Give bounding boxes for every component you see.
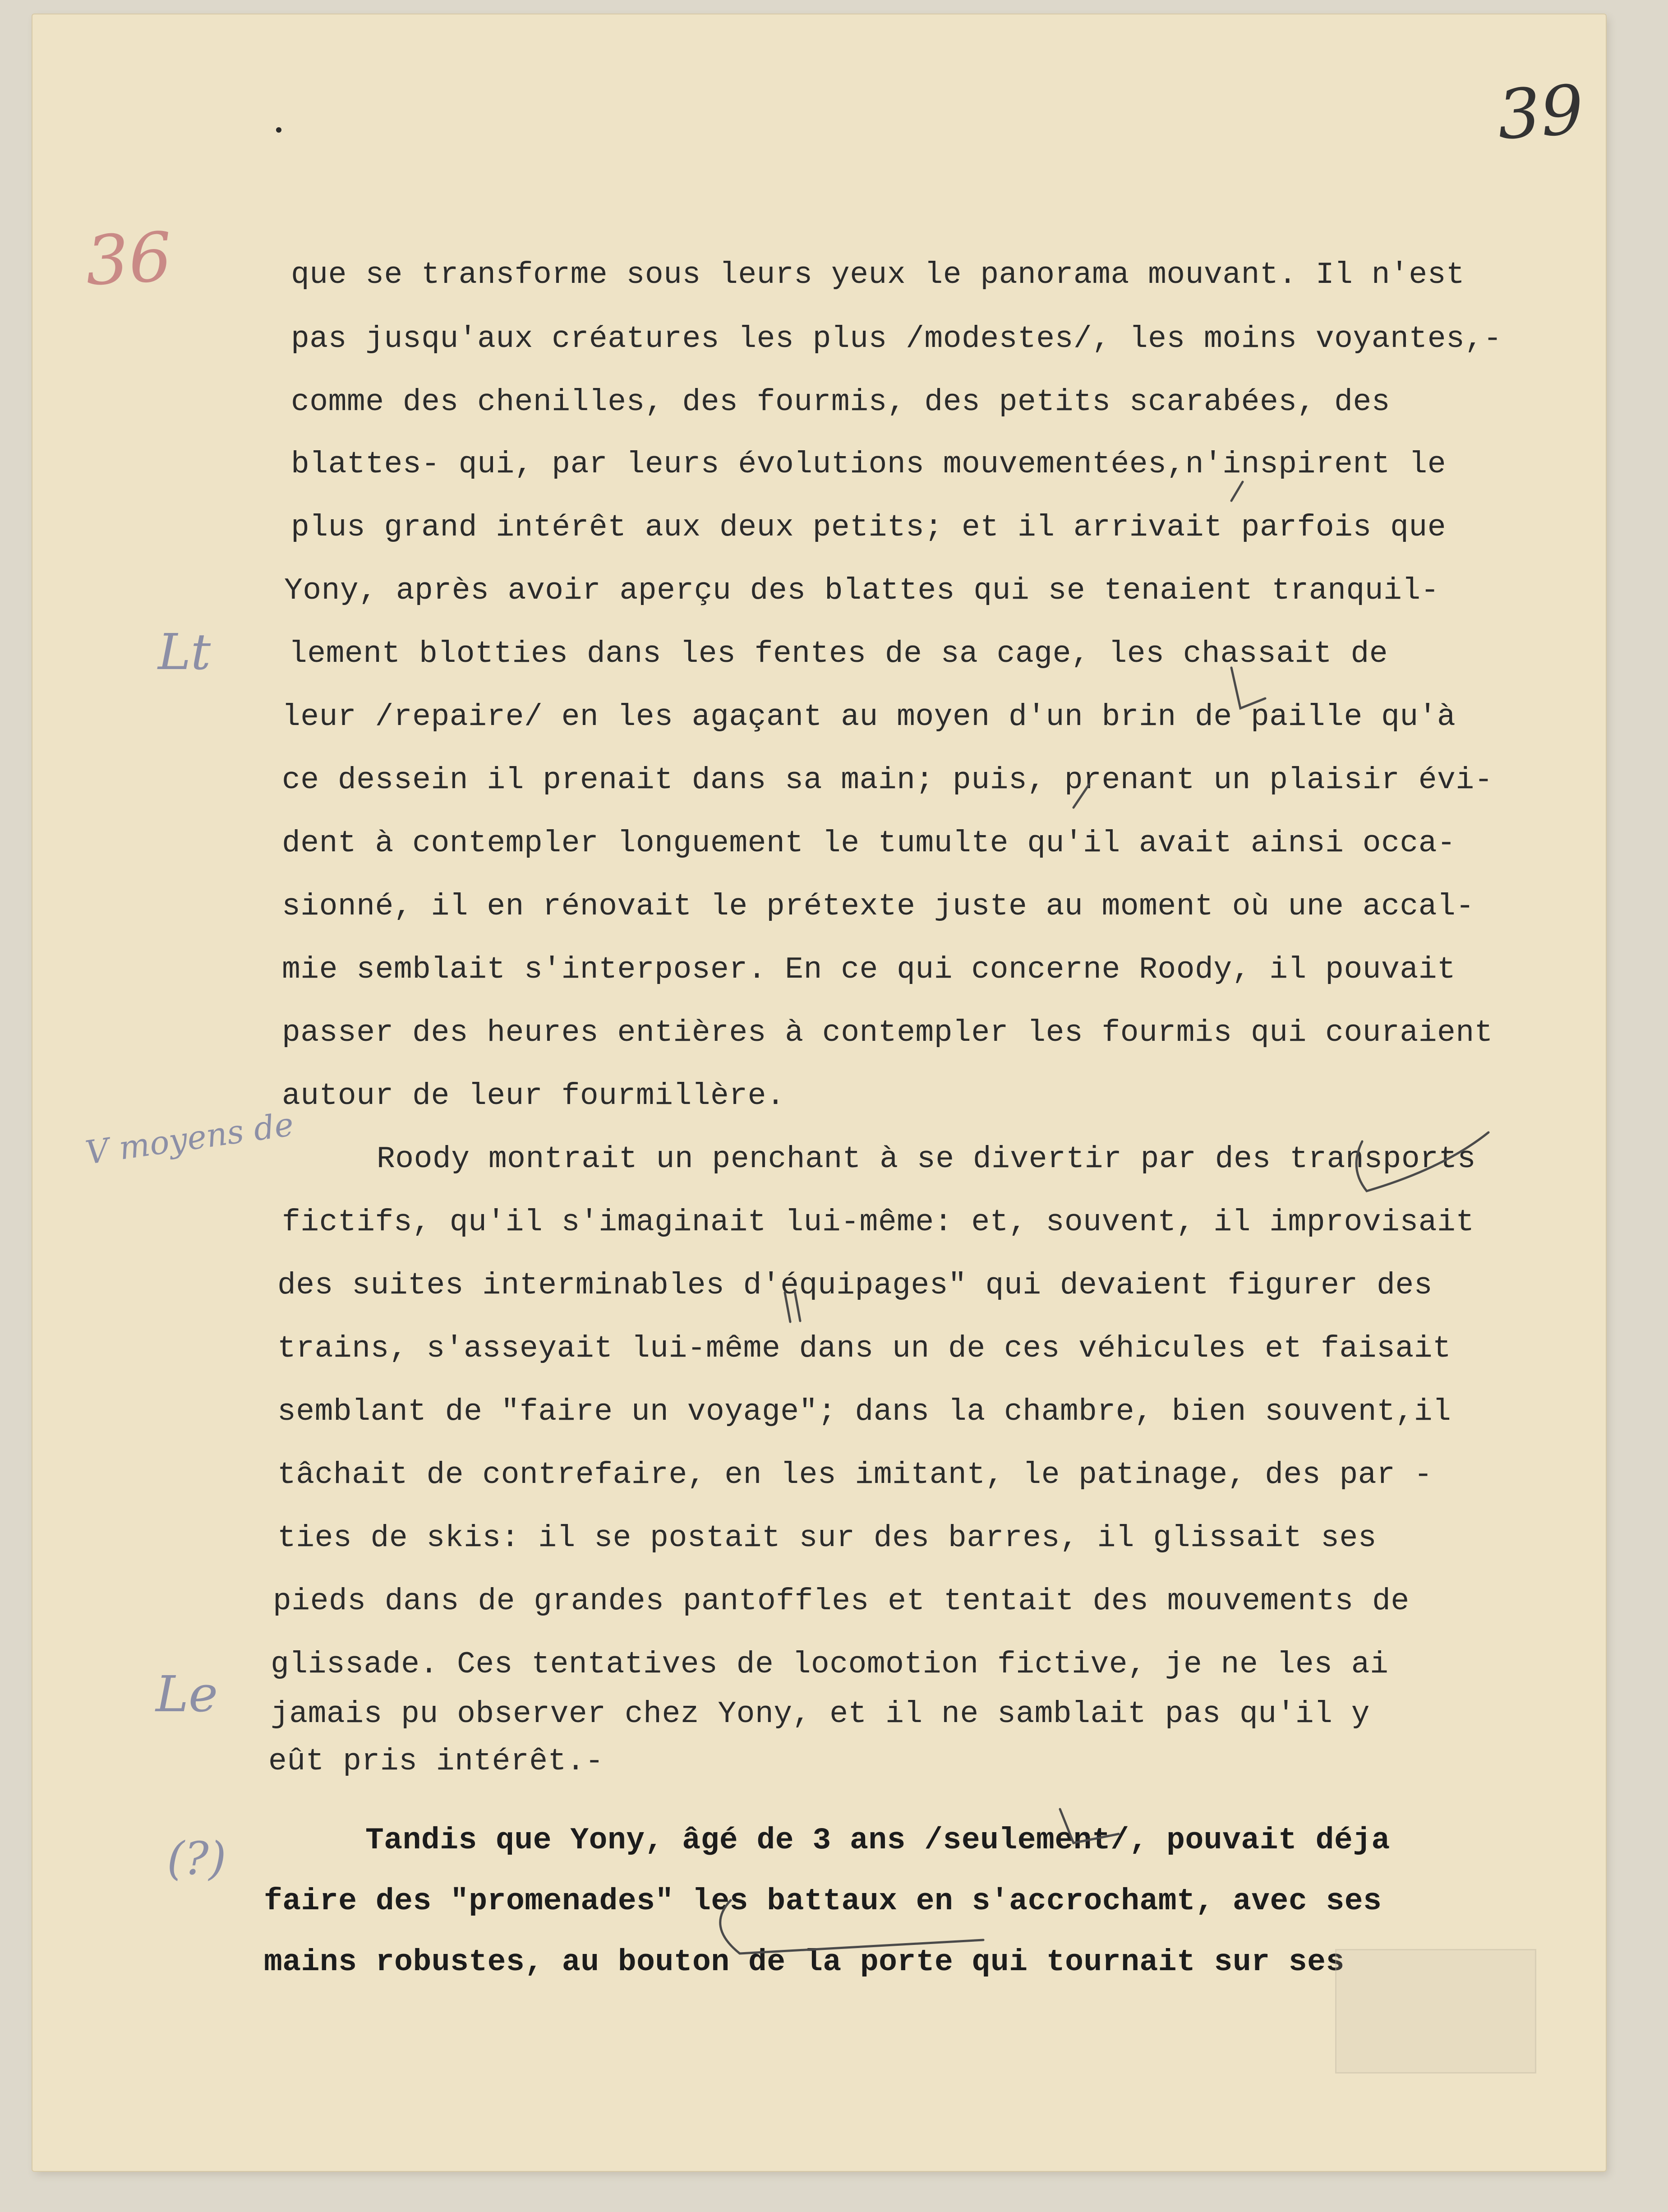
- comma-mark: [1074, 784, 1089, 808]
- text-line: pas jusqu'aux créatures les plus /modestes/, les moins voyantes,-: [291, 322, 1502, 356]
- archive-stamp: [1335, 1949, 1536, 2073]
- text-line: mie semblait s'interposer. En ce qui concerne Roody, il pouvait: [282, 952, 1456, 987]
- text-line: jamais pu observer chez Yony, et il ne samblait pas qu'il y: [271, 1697, 1370, 1732]
- text-line: ce dessein il prenait dans sa main; puis, prenant un plaisir évi-: [282, 763, 1493, 798]
- margin-note-lt: Lt: [158, 623, 211, 681]
- text-line: tâchait de contrefaire, en les imitant, le patinage, des par -: [277, 1458, 1433, 1492]
- text-line: autour de leur fourmillère.: [282, 1079, 785, 1113]
- text-line: que se transforme sous leurs yeux le panorama mouvant. Il n'est: [291, 258, 1465, 292]
- insertion-mark: [1356, 1132, 1488, 1191]
- text-line: ties de skis: il se postait sur des barres, il glissait ses: [277, 1521, 1377, 1556]
- text-line: Tandis que Yony, âgé de 3 ans /seulement/, pouvait déja: [365, 1823, 1390, 1858]
- text-line: des suites interminables d'équipages" qui devaient figurer des: [277, 1268, 1433, 1303]
- text-line: glissade. Ces tentatives de locomotion fictive, je ne les ai: [271, 1647, 1389, 1682]
- text-line: comme des chenilles, des fourmis, des petits scarabées, des: [291, 385, 1391, 420]
- text-line: lement blotties dans les fentes de sa cage, les chassait de: [289, 637, 1388, 671]
- handwritten-page-number: 39: [1495, 70, 1586, 155]
- text-line: fictifs, qu'il s'imaginait lui-même: et, souvent, il improvisait: [282, 1205, 1474, 1240]
- handwritten-folio-number: 36: [83, 218, 174, 301]
- comma-mark: [1231, 482, 1243, 501]
- text-line: Yony, après avoir aperçu des blattes qui se tenaient tranquil-: [284, 573, 1440, 608]
- text-line: dent à contempler longuement le tumulte qu'il avait ainsi occa-: [282, 826, 1456, 861]
- text-line: blattes- qui, par leurs évolutions mouvementées,n'inspirent le: [291, 447, 1447, 482]
- margin-note-le: Le: [156, 1665, 218, 1723]
- insertion-mark: [1060, 1809, 1119, 1843]
- text-line: pieds dans de grandes pantoffles et tentait des mouvements de: [273, 1584, 1410, 1619]
- text-line: mains robustes, au bouton de la porte qui tournait sur ses: [264, 1945, 1345, 1980]
- text-line: leur /repaire/ en les agaçant au moyen d'un brin de paille qu'à: [282, 700, 1456, 734]
- margin-note-moyens: V moyens de: [83, 1105, 296, 1172]
- text-line: trains, s'asseyait lui-même dans un de ces véhicules et faisait: [277, 1331, 1451, 1366]
- text-line: Roody montrait un penchant à se divertir par des transports: [377, 1142, 1476, 1177]
- quote-mark: [785, 1291, 800, 1322]
- insertion-mark: [1231, 668, 1265, 708]
- text-line: passer des heures entières à contempler les fourmis qui couraient: [282, 1016, 1493, 1050]
- strikethrough-mark: [720, 1900, 983, 1953]
- text-line: plus grand intérêt aux deux petits; et il arrivait parfois que: [291, 510, 1447, 545]
- text-line: eût pris intérêt.-: [268, 1744, 604, 1779]
- text-line: faire des "promenades" les battaux en s'accrochamt, avec ses: [264, 1884, 1382, 1919]
- text-line: sionné, il en rénovait le prétexte juste au moment où une accal-: [282, 889, 1474, 924]
- text-line: semblant de "faire un voyage"; dans la chambre, bien souvent,il: [277, 1395, 1451, 1429]
- margin-note-question: (?): [167, 1832, 226, 1885]
